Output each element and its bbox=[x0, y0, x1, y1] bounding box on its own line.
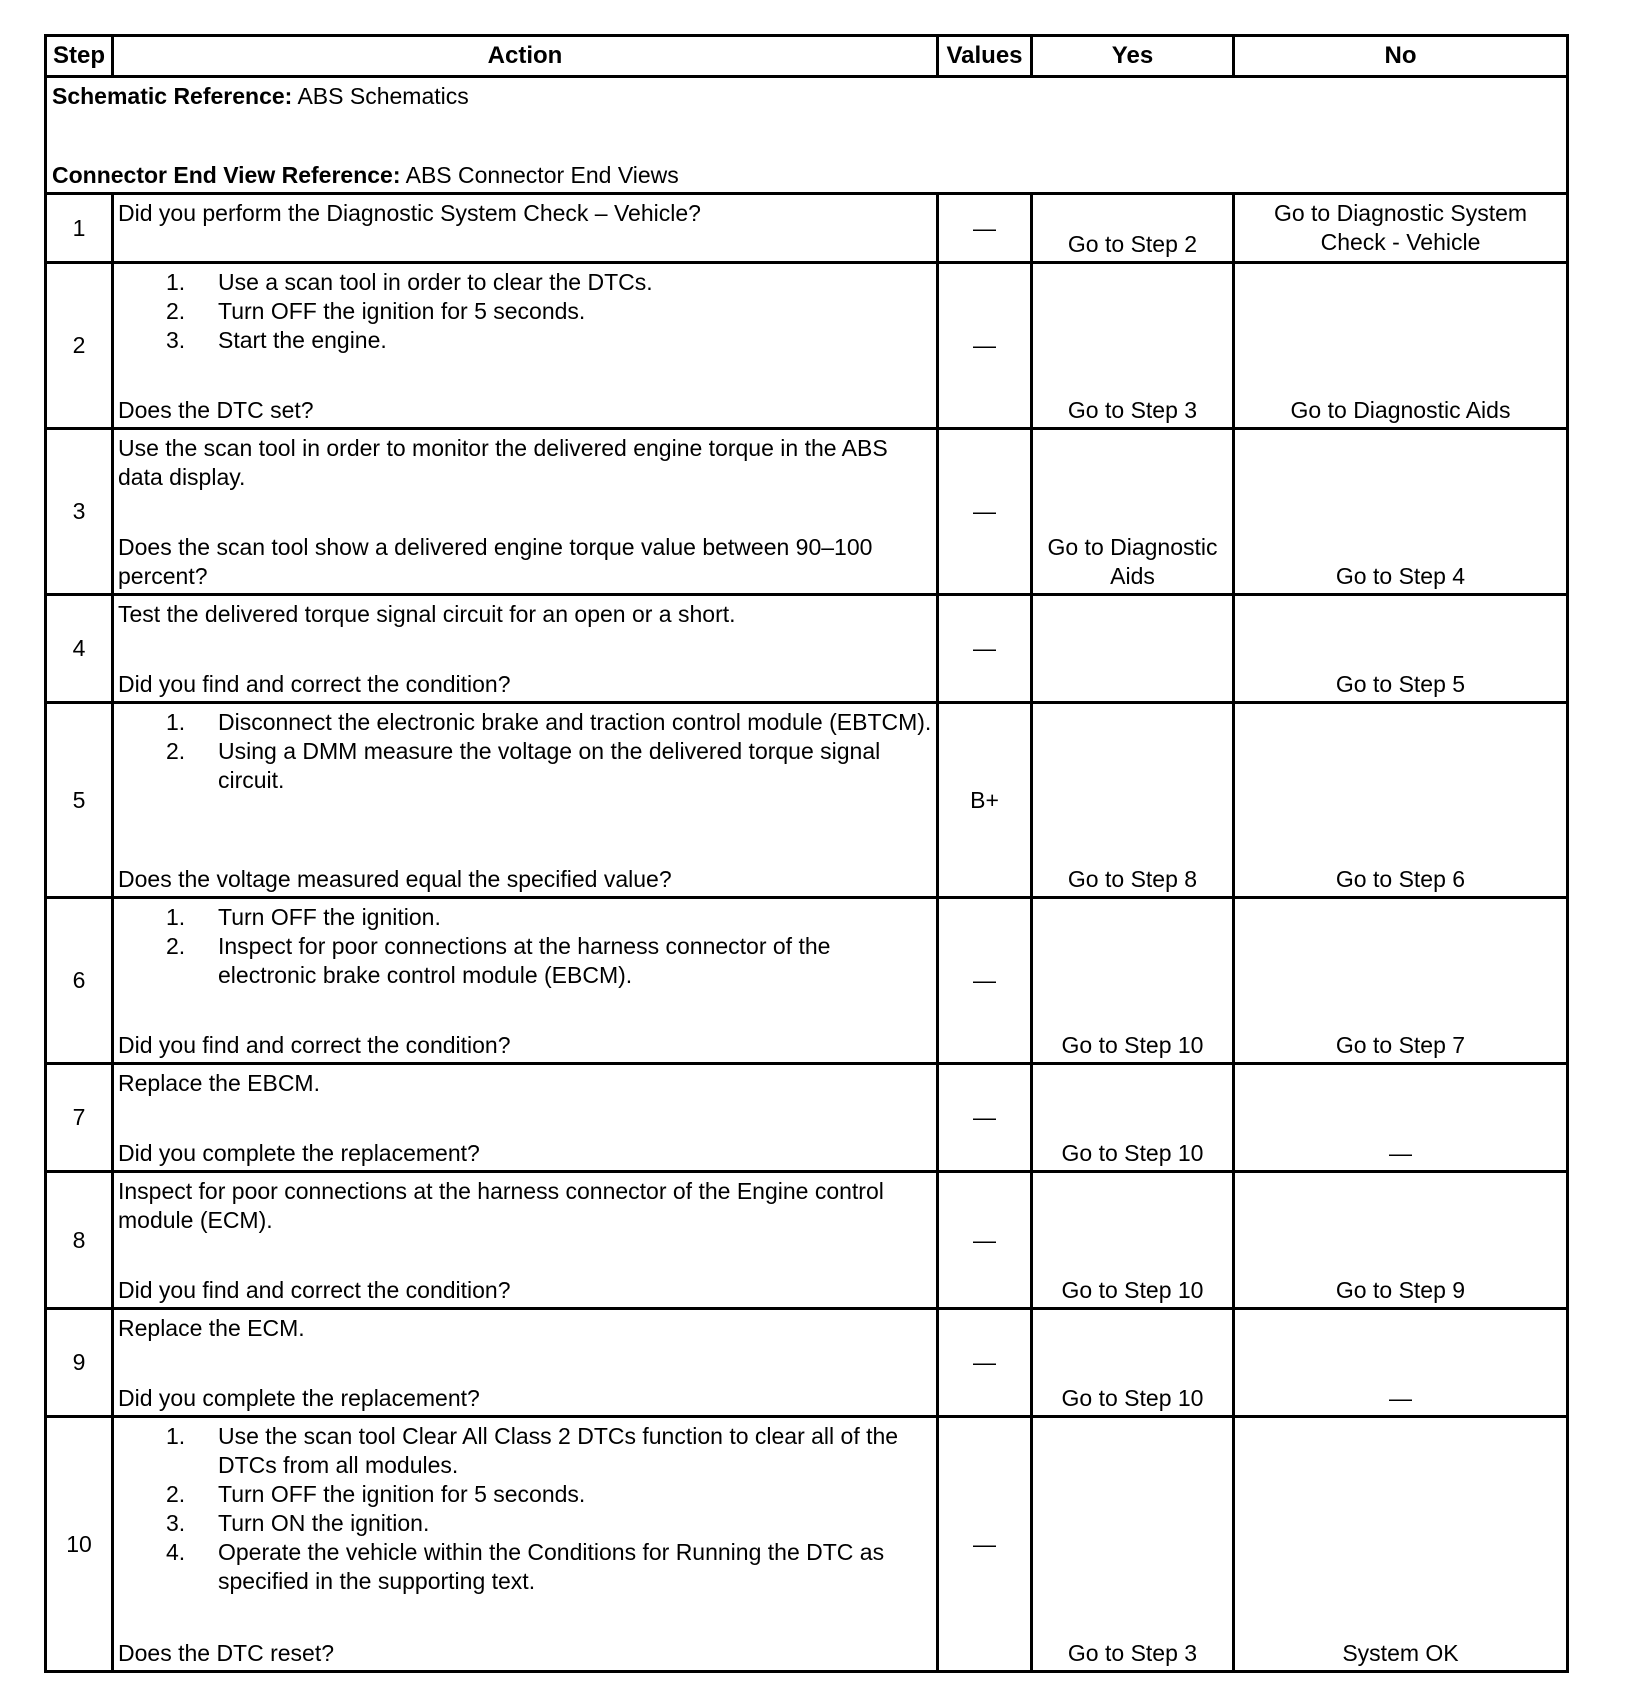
step-number: 4 bbox=[46, 595, 113, 703]
schematic-reference-label: Schematic Reference: bbox=[52, 83, 293, 109]
no-cell: Go to Diagnostic Aids bbox=[1234, 263, 1568, 429]
action-step-item: Using a DMM measure the voltage on the delivered torque signal circuit. bbox=[218, 738, 881, 793]
action-content bbox=[118, 1173, 932, 1307]
action-cell bbox=[113, 703, 938, 898]
action-intro: Inspect for poor connections at the harness connector of the Engine control module (ECM). bbox=[118, 1178, 884, 1233]
step-number: 3 bbox=[46, 429, 113, 595]
action-cell bbox=[113, 595, 938, 703]
header-action: Action bbox=[113, 36, 938, 77]
action-content bbox=[118, 704, 932, 896]
value-cell: — bbox=[938, 194, 1032, 263]
value-cell: — bbox=[938, 898, 1032, 1064]
table-row bbox=[46, 194, 1568, 263]
action-question: Does the DTC set? bbox=[118, 397, 314, 423]
no-cell: Go to Step 6 bbox=[1234, 703, 1568, 898]
no-cell: Go to Step 4 bbox=[1234, 429, 1568, 595]
step-number: 9 bbox=[46, 1309, 113, 1417]
step-number: 1 bbox=[46, 194, 113, 263]
action-question: Did you find and correct the condition? bbox=[118, 671, 511, 697]
action-question: Does the DTC reset? bbox=[118, 1640, 335, 1666]
table-row bbox=[46, 263, 1568, 429]
no-cell: Go to Diagnostic System Check - Vehicle bbox=[1234, 194, 1568, 263]
action-intro: Use the scan tool in order to monitor the delivered engine torque in the ABS data display. bbox=[118, 435, 888, 490]
action-step-item: Operate the vehicle within the Conditions for Running the DTC as specified in the supporting text. bbox=[218, 1539, 885, 1594]
header-no: No bbox=[1234, 36, 1568, 77]
step-number: 2 bbox=[46, 263, 113, 429]
action-intro: Replace the ECM. bbox=[118, 1315, 305, 1341]
table-row bbox=[46, 1064, 1568, 1172]
action-step-item: Start the engine. bbox=[218, 327, 387, 353]
yes-cell: Go to Step 8 bbox=[1032, 703, 1234, 898]
reference-row bbox=[46, 77, 1568, 194]
step-number: 10 bbox=[46, 1417, 113, 1672]
action-content bbox=[118, 596, 932, 701]
yes-cell: Go to Step 2 bbox=[1032, 194, 1234, 263]
header-yes: Yes bbox=[1032, 36, 1234, 77]
step-number: 7 bbox=[46, 1064, 113, 1172]
table-row bbox=[46, 1417, 1568, 1672]
schematic-reference bbox=[52, 82, 1561, 111]
action-cell bbox=[113, 194, 938, 263]
action-step-item: Turn OFF the ignition for 5 seconds. bbox=[218, 298, 586, 324]
table-row bbox=[46, 898, 1568, 1064]
action-intro: Replace the EBCM. bbox=[118, 1070, 320, 1096]
action-cell bbox=[113, 429, 938, 595]
action-question: Did you complete the replacement? bbox=[118, 1140, 480, 1166]
step-number: 8 bbox=[46, 1172, 113, 1309]
no-cell: — bbox=[1234, 1309, 1568, 1417]
action-content bbox=[118, 1418, 932, 1670]
action-question: Does the scan tool show a delivered engine torque value between 90–100 percent? bbox=[118, 534, 873, 589]
value-cell: — bbox=[938, 1172, 1032, 1309]
action-content bbox=[118, 264, 932, 427]
step-number: 5 bbox=[46, 703, 113, 898]
action-steps-list bbox=[118, 708, 932, 795]
connector-reference bbox=[52, 161, 679, 190]
header-row bbox=[46, 36, 1568, 77]
action-step-item: Use the scan tool Clear All Class 2 DTCs function to clear all of the DTCs from all modules. bbox=[218, 1423, 899, 1478]
action-content bbox=[118, 1310, 932, 1415]
action-cell bbox=[113, 1309, 938, 1417]
header-values: Values bbox=[938, 36, 1032, 77]
connector-reference-label: Connector End View Reference: bbox=[52, 162, 401, 188]
value-cell: — bbox=[938, 1309, 1032, 1417]
no-cell: — bbox=[1234, 1064, 1568, 1172]
value-cell: — bbox=[938, 595, 1032, 703]
yes-cell: Go to Step 3 bbox=[1032, 1417, 1234, 1672]
action-question: Did you find and correct the condition? bbox=[118, 1032, 511, 1058]
connector-reference-value: ABS Connector End Views bbox=[400, 162, 679, 188]
action-step-item: Inspect for poor connections at the harness connector of the electronic brake control module (EBCM). bbox=[218, 933, 831, 988]
yes-cell: Go to Step 10 bbox=[1032, 1309, 1234, 1417]
action-cell bbox=[113, 898, 938, 1064]
action-cell bbox=[113, 263, 938, 429]
action-step-item: Use a scan tool in order to clear the DTCs. bbox=[218, 269, 653, 295]
yes-cell: Go to Step 10 bbox=[1032, 1064, 1234, 1172]
action-content bbox=[118, 899, 932, 1062]
no-cell: Go to Step 9 bbox=[1234, 1172, 1568, 1309]
action-question: Did you complete the replacement? bbox=[118, 1385, 480, 1411]
table-row bbox=[46, 1172, 1568, 1309]
value-cell: — bbox=[938, 1417, 1032, 1672]
header-step: Step bbox=[46, 36, 113, 77]
action-steps-list bbox=[118, 1422, 932, 1596]
table-row bbox=[46, 703, 1568, 898]
action-intro: Did you perform the Diagnostic System Check – Vehicle? bbox=[118, 200, 701, 226]
step-number: 6 bbox=[46, 898, 113, 1064]
action-step-item: Turn OFF the ignition for 5 seconds. bbox=[218, 1481, 586, 1507]
yes-cell bbox=[1032, 595, 1234, 703]
reference-cell bbox=[46, 77, 1568, 194]
action-cell bbox=[113, 1417, 938, 1672]
table-row bbox=[46, 1309, 1568, 1417]
value-cell: B+ bbox=[938, 703, 1032, 898]
action-intro: Test the delivered torque signal circuit for an open or a short. bbox=[118, 601, 736, 627]
action-cell bbox=[113, 1064, 938, 1172]
action-question: Did you find and correct the condition? bbox=[118, 1277, 511, 1303]
no-cell: System OK bbox=[1234, 1417, 1568, 1672]
value-cell: — bbox=[938, 1064, 1032, 1172]
diagnostic-table bbox=[44, 34, 1569, 1673]
table-row bbox=[46, 429, 1568, 595]
yes-cell: Go to Diagnostic Aids bbox=[1032, 429, 1234, 595]
no-cell: Go to Step 7 bbox=[1234, 898, 1568, 1064]
table-row bbox=[46, 595, 1568, 703]
value-cell: — bbox=[938, 429, 1032, 595]
action-steps-list bbox=[118, 903, 932, 990]
yes-cell: Go to Step 10 bbox=[1032, 1172, 1234, 1309]
yes-cell: Go to Step 10 bbox=[1032, 898, 1234, 1064]
action-content bbox=[118, 1065, 932, 1170]
action-step-item: Turn ON the ignition. bbox=[218, 1510, 430, 1536]
yes-cell: Go to Step 3 bbox=[1032, 263, 1234, 429]
action-step-item: Turn OFF the ignition. bbox=[218, 904, 441, 930]
schematic-reference-value: ABS Schematics bbox=[292, 83, 469, 109]
action-step-item: Disconnect the electronic brake and traction control module (EBTCM). bbox=[218, 709, 932, 735]
action-content bbox=[118, 195, 932, 261]
action-content bbox=[118, 430, 932, 593]
action-cell bbox=[113, 1172, 938, 1309]
action-steps-list bbox=[118, 268, 932, 355]
no-cell: Go to Step 5 bbox=[1234, 595, 1568, 703]
value-cell: — bbox=[938, 263, 1032, 429]
action-question: Does the voltage measured equal the specified value? bbox=[118, 866, 672, 892]
